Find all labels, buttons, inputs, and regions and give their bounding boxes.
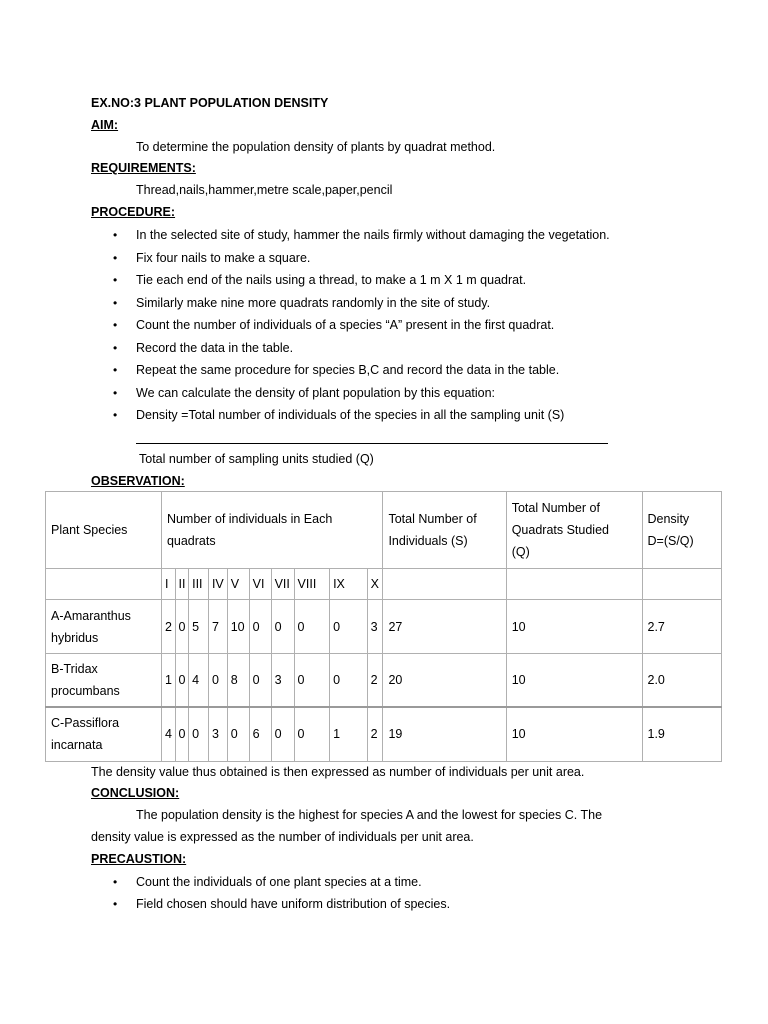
count-cell: 4 [161,707,175,762]
bullet-icon: • [113,318,118,332]
header-density: Density D=(S/Q) [642,492,722,569]
total-cell: 19 [383,707,506,762]
count-cell: 1 [330,707,368,762]
quadrat-label: III [189,569,209,600]
count-cell: 0 [271,707,294,762]
procedure-item: • Repeat the same procedure for species B,C and record the data in the table. [113,363,560,377]
bullet-icon: • [113,296,118,310]
conclusion-text-line1: The population density is the highest for species A and the lowest for species C. The [136,808,603,822]
table-row-species-a [46,600,722,654]
conclusion-text-line2: density value is expressed as the number of individuals per unit area. [91,830,474,844]
bullet-icon: • [113,897,118,911]
count-cell: 0 [294,600,330,654]
requirements-text: Thread,nails,hammer,metre scale,paper,pencil [136,183,393,197]
observation-table [45,491,722,762]
count-cell: 3 [271,654,294,707]
header-number-of-individuals: Number of individuals in Each quadrats [161,492,383,569]
count-cell: 0 [175,707,189,762]
count-cell: 0 [249,600,271,654]
procedure-item: • Similarly make nine more quadrats randomly in the site of study. [113,296,491,310]
precaution-item: • Count the individuals of one plant species at a time. [113,875,422,889]
density-denominator: Total number of sampling units studied (Q) [139,452,374,466]
species-name: C-Passiflora incarnata [46,707,162,762]
count-cell: 0 [294,707,330,762]
aim-text: To determine the population density of plants by quadrat method. [136,140,496,154]
procedure-item: • Record the data in the table. [113,341,294,355]
header-plant-species: Plant Species [46,492,162,569]
count-cell: 0 [175,654,189,707]
quadrat-label: IV [208,569,227,600]
count-cell: 0 [208,654,227,707]
bullet-icon: • [113,875,118,889]
count-cell: 0 [227,707,249,762]
bullet-icon: • [113,386,118,400]
density-cell: 2.7 [642,600,722,654]
quadrat-label: I [161,569,175,600]
procedure-item: • Fix four nails to make a square. [113,251,311,265]
conclusion-heading: CONCLUSION: [91,786,180,800]
count-cell: 3 [208,707,227,762]
quadrat-label: VIII [294,569,330,600]
bullet-icon: • [113,273,118,287]
procedure-heading: PROCEDURE: [91,205,176,219]
bullet-icon: • [113,363,118,377]
count-cell: 2 [367,707,383,762]
count-cell: 8 [227,654,249,707]
bullet-icon: • [113,341,118,355]
table-header-row [46,492,722,569]
count-cell: 0 [294,654,330,707]
count-cell: 4 [189,654,209,707]
species-name: B-Tridax procumbans [46,654,162,707]
aim-heading: AIM: [91,118,119,132]
count-cell: 3 [367,600,383,654]
count-cell: 6 [249,707,271,762]
count-cell: 2 [367,654,383,707]
procedure-item: • Count the number of individuals of a species “A” present in the first quadrat. [113,318,555,332]
count-cell: 5 [189,600,209,654]
procedure-item: • In the selected site of study, hammer the nails firmly without damaging the vegetation. [113,228,610,242]
total-cell: 20 [383,654,506,707]
count-cell: 7 [208,600,227,654]
observation-note: The density value thus obtained is then expressed as number of individuals per unit area. [91,765,585,779]
procedure-item: • Tie each end of the nails using a thread, to make a 1 m X 1 m quadrat. [113,273,527,287]
fraction-line [136,443,608,444]
count-cell: 0 [271,600,294,654]
density-cell: 2.0 [642,654,722,707]
requirements-heading: REQUIREMENTS: [91,161,196,175]
quadrat-label: V [227,569,249,600]
count-cell: 2 [161,600,175,654]
quadrat-label: IX [330,569,368,600]
count-cell: 0 [175,600,189,654]
species-name: A-Amaranthus hybridus [46,600,162,654]
quadrats-cell: 10 [506,600,642,654]
quadrats-cell: 10 [506,707,642,762]
header-total-quadrats: Total Number of Quadrats Studied (Q) [506,492,642,569]
quadrat-label: VII [271,569,294,600]
density-cell: 1.9 [642,707,722,762]
count-cell: 1 [161,654,175,707]
precaution-heading: PRECAUSTION: [91,852,187,866]
quadrat-label: II [175,569,189,600]
table-row-species-b [46,654,722,707]
procedure-item: • We can calculate the density of plant population by this equation: [113,386,496,400]
observation-heading: OBSERVATION: [91,474,185,488]
bullet-icon: • [113,251,118,265]
quadrat-label-row [46,569,722,600]
procedure-item: • Density =Total number of individuals of the species in all the sampling unit (S) [113,408,565,422]
total-cell: 27 [383,600,506,654]
count-cell: 10 [227,600,249,654]
quadrat-label: VI [249,569,271,600]
table-row-species-c [46,707,722,762]
quadrats-cell: 10 [506,654,642,707]
count-cell: 0 [330,654,368,707]
count-cell: 0 [189,707,209,762]
header-total-individuals: Total Number of Individuals (S) [383,492,506,569]
bullet-icon: • [113,228,118,242]
precaution-item: • Field chosen should have uniform distribution of species. [113,897,451,911]
count-cell: 0 [330,600,368,654]
bullet-icon: • [113,408,118,422]
count-cell: 0 [249,654,271,707]
page-title: EX.NO:3 PLANT POPULATION DENSITY [91,96,329,110]
quadrat-label: X [367,569,383,600]
